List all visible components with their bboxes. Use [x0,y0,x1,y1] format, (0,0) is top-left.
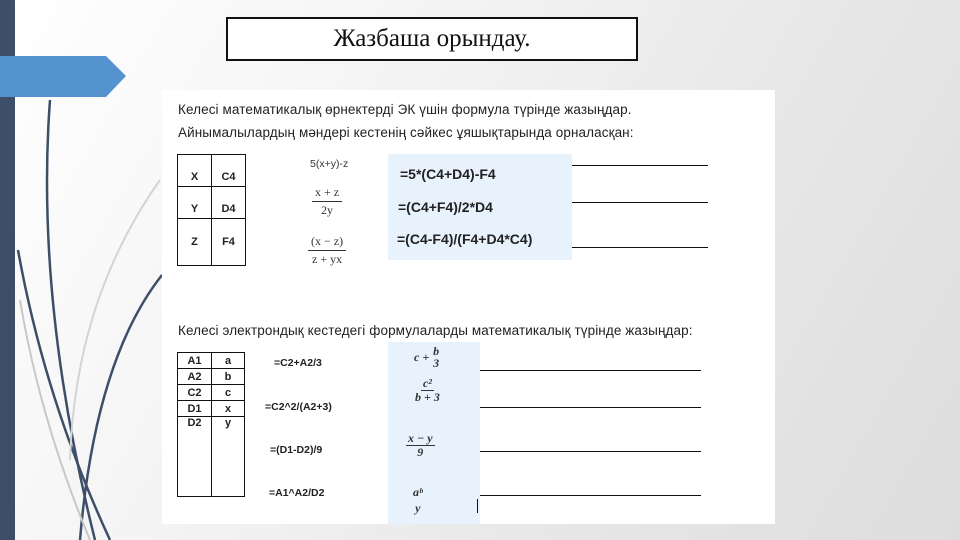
task2-answer-4 [413,484,422,516]
slide-title: Жазбаша орындау. [226,17,638,61]
numerator: (x − z) [308,234,346,251]
expression-3-fraction [308,234,346,267]
answer-line [480,407,701,408]
variables-table [177,154,246,266]
numerator: x + z [312,185,342,202]
answer-line [480,370,701,371]
denominator: 2y [321,203,334,217]
var-name: X [178,155,212,187]
cells-table [177,352,245,497]
numerator: x − y [408,431,433,445]
var-cell: F4 [212,219,246,266]
denominator: b + 3 [415,390,440,404]
numerator: b [433,344,440,358]
cell-var: a [212,353,245,369]
task1-answer-2: =(C4+F4)/2*D4 [398,199,493,215]
answer-line [572,247,708,248]
task2-answer-3 [406,432,435,459]
var-cell: C4 [212,155,246,187]
cell-ref: A1 [178,353,212,369]
task2-answer-1 [414,345,439,369]
numerator: c² [422,376,432,390]
cell-var: x [212,401,245,417]
expression-1: 5(x+y)-z [310,158,349,170]
denominator: 3 [433,356,440,370]
task1-instruction-line2: Айнымалылардың мәндері кестенің сәйкес ұяшықтарында орналасқан: [178,125,634,140]
formula-2: =C2^2/(A2+3) [265,401,332,413]
answer-line [480,451,701,452]
denominator: y [415,501,421,515]
text-cursor [477,499,478,513]
var-name: Y [178,187,212,219]
task1-answer-3: =(C4-F4)/(F4+D4*C4) [397,231,533,247]
answer-line [480,495,701,496]
formula-1: =C2+A2/3 [274,357,322,369]
answer-line [572,202,708,203]
var-cell: D4 [212,187,246,219]
numerator: aᵇ [413,485,423,499]
task2-answer-2 [415,377,440,404]
whole-part: c + [414,349,430,364]
cell-ref: C2 [178,385,212,401]
cell-var: b [212,369,245,385]
answer-line [572,165,708,166]
task1-instruction-line1: Келесі математикалық өрнектерді ЭК үшін формула түрінде жазыңдар. [178,102,632,117]
var-name: Z [178,219,212,266]
cell-ref: D2 [178,417,212,497]
denominator: z + yx [312,252,343,266]
cell-var: c [212,385,245,401]
task2-instruction: Келесі электрондық кестедегі формулаларды математикалық түрінде жазыңдар: [178,323,693,338]
formula-4: =A1^A2/D2 [269,487,325,499]
worksheet-image [162,90,775,524]
cell-ref: D1 [178,401,212,417]
formula-3: =(D1-D2)/9 [270,444,323,456]
cell-ref: A2 [178,369,212,385]
expression-2-fraction [312,185,342,218]
denominator: 9 [417,445,424,459]
task1-answer-1: =5*(C4+D4)-F4 [400,166,496,182]
cell-var: y [212,417,245,497]
arrow-banner-shape [0,56,126,97]
